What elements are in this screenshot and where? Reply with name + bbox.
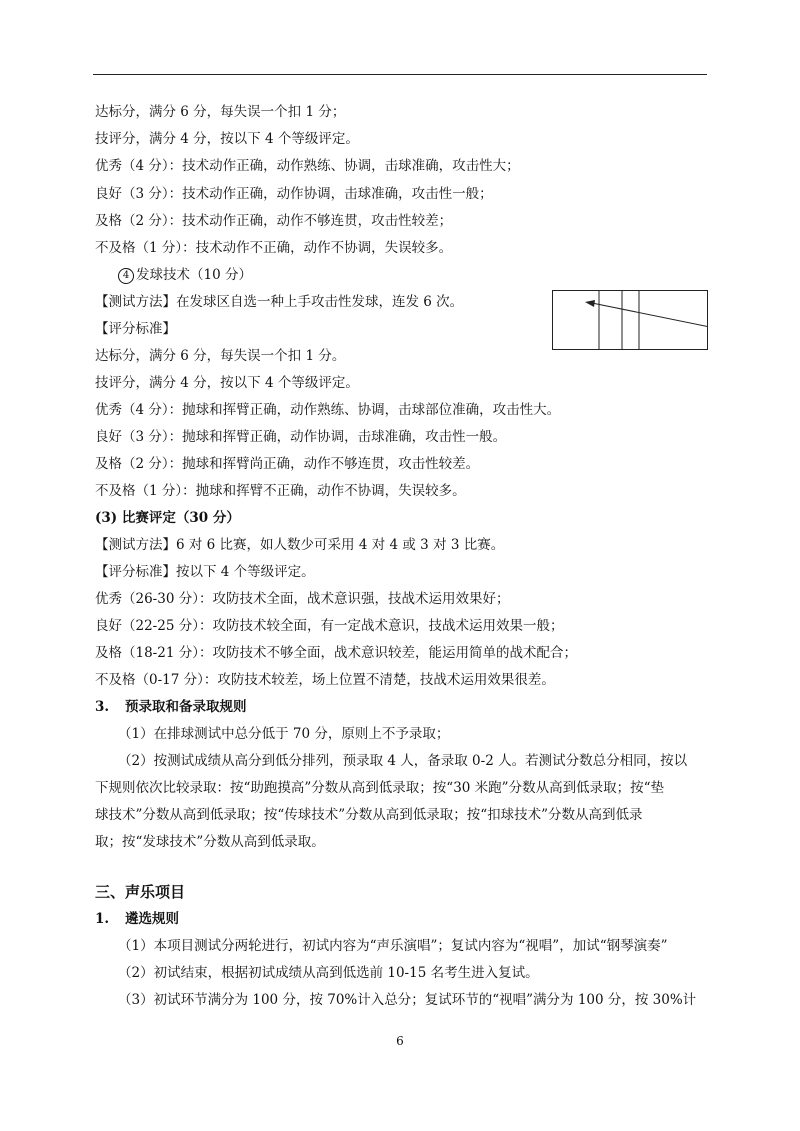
text-line: 及格（2 分）：抛球和挥臂尚正确，动作不够连贯，攻击性较差。 xyxy=(95,456,480,472)
text-line: 【测试方法】6 对 6 比赛，如人数少可采用 4 对 4 或 3 对 3 比赛。 xyxy=(95,537,505,553)
text-line: 不及格（0-17 分）：攻防技术较差，场上位置不清楚，技战术运用效果很差。 xyxy=(95,672,555,688)
chapter-heading: 三、声乐项目 xyxy=(95,883,186,901)
header-rule xyxy=(93,74,707,75)
subheading-match: (3) 比赛评定（30 分） xyxy=(95,510,240,526)
section-heading xyxy=(95,698,247,716)
section-title: 预录取和备录取规则 xyxy=(125,699,247,715)
text-line: 优秀（4 分）：抛球和挥臂正确，动作熟练、协调，击球部位准确，攻击性大。 xyxy=(95,402,561,418)
text-line: （2）初试结束，根据初试成绩从高到低选前 10-15 名考生进入复试。 xyxy=(118,965,539,981)
text-line: （1）在排球测试中总分低于 70 分，原则上不予录取； xyxy=(118,726,450,742)
text-line: （3）初试环节满分为 100 分，按 70%计入总分；复试环节的“视唱”满分为 100 分，按 30%计 xyxy=(118,992,697,1008)
text-line: 取；按“发球技术”分数从高到低录取。 xyxy=(95,834,325,850)
text-line: 优秀（26-30 分）：攻防技术全面，战术意识强，技战术运用效果好； xyxy=(95,591,510,607)
text-line: 技评分，满分 4 分，按以下 4 个等级评定。 xyxy=(95,131,359,147)
text-line: 良好（3 分）：抛球和挥臂正确，动作协调，击球准确，攻击性一般。 xyxy=(95,429,507,445)
subheading-text: 发球技术（10 分） xyxy=(136,267,252,283)
text-line: 【评分标准】按以下 4 个等级评定。 xyxy=(95,564,315,580)
text-line: 良好（3 分）：技术动作正确，动作协调，击球准确，攻击性一般； xyxy=(95,186,493,202)
text-line: 及格（18-21 分）：攻防技术不够全面，战术意识较差，能运用简单的战术配合； xyxy=(95,645,577,661)
section-title: 遴选规则 xyxy=(125,911,179,927)
text-line: 及格（2 分）：技术动作正确，动作不够连贯，攻击性较差； xyxy=(95,213,453,229)
text-line: 良好（22-25 分）：攻防技术较全面，有一定战术意识，技战术运用效果一般； xyxy=(95,618,564,634)
text-line: （1）本项目测试分两轮进行，初试内容为“声乐演唱”；复试内容为“视唱”，加试“钢琴演奏” xyxy=(118,938,668,954)
subheading-serve xyxy=(118,266,252,284)
circled-number: 4 xyxy=(118,268,134,284)
text-line: 不及格（1 分）：抛球和挥臂不正确，动作不协调，失误较多。 xyxy=(95,483,466,499)
text-line: 球技术”分数从高到低录取；按“传球技术”分数从高到低录取；按“扣球技术”分数从高到低录 xyxy=(95,807,643,823)
section-number: 3. xyxy=(95,699,110,715)
text-line: 【评分标准】 xyxy=(95,321,176,337)
page-number: 6 xyxy=(396,1034,404,1048)
serve-court-diagram xyxy=(552,290,708,350)
text-line: 优秀（4 分）：技术动作正确，动作熟练、协调，击球准确，攻击性大； xyxy=(95,158,520,174)
text-line: 技评分，满分 4 分，按以下 4 个等级评定。 xyxy=(95,375,359,391)
section-number: 1. xyxy=(95,911,110,927)
section-heading xyxy=(95,910,179,928)
text-line: 下规则依次比较录取：按“助跑摸高”分数从高到低录取；按“30 米跑”分数从高到低录取；按“垫 xyxy=(95,780,664,796)
text-line: 不及格（1 分）：技术动作不正确，动作不协调，失误较多。 xyxy=(95,240,453,256)
text-line: 达标分，满分 6 分，每失误一个扣 1 分； xyxy=(95,104,346,120)
text-line: （2）按测试成绩从高分到低分排列，预录取 4 人，备录取 0-2 人。若测试分数总分相同，按以 xyxy=(118,753,688,769)
text-line: 【测试方法】在发球区自选一种上手攻击性发球，连发 6 次。 xyxy=(95,294,464,310)
text-line: 达标分，满分 6 分，每失误一个扣 1 分。 xyxy=(95,348,346,364)
